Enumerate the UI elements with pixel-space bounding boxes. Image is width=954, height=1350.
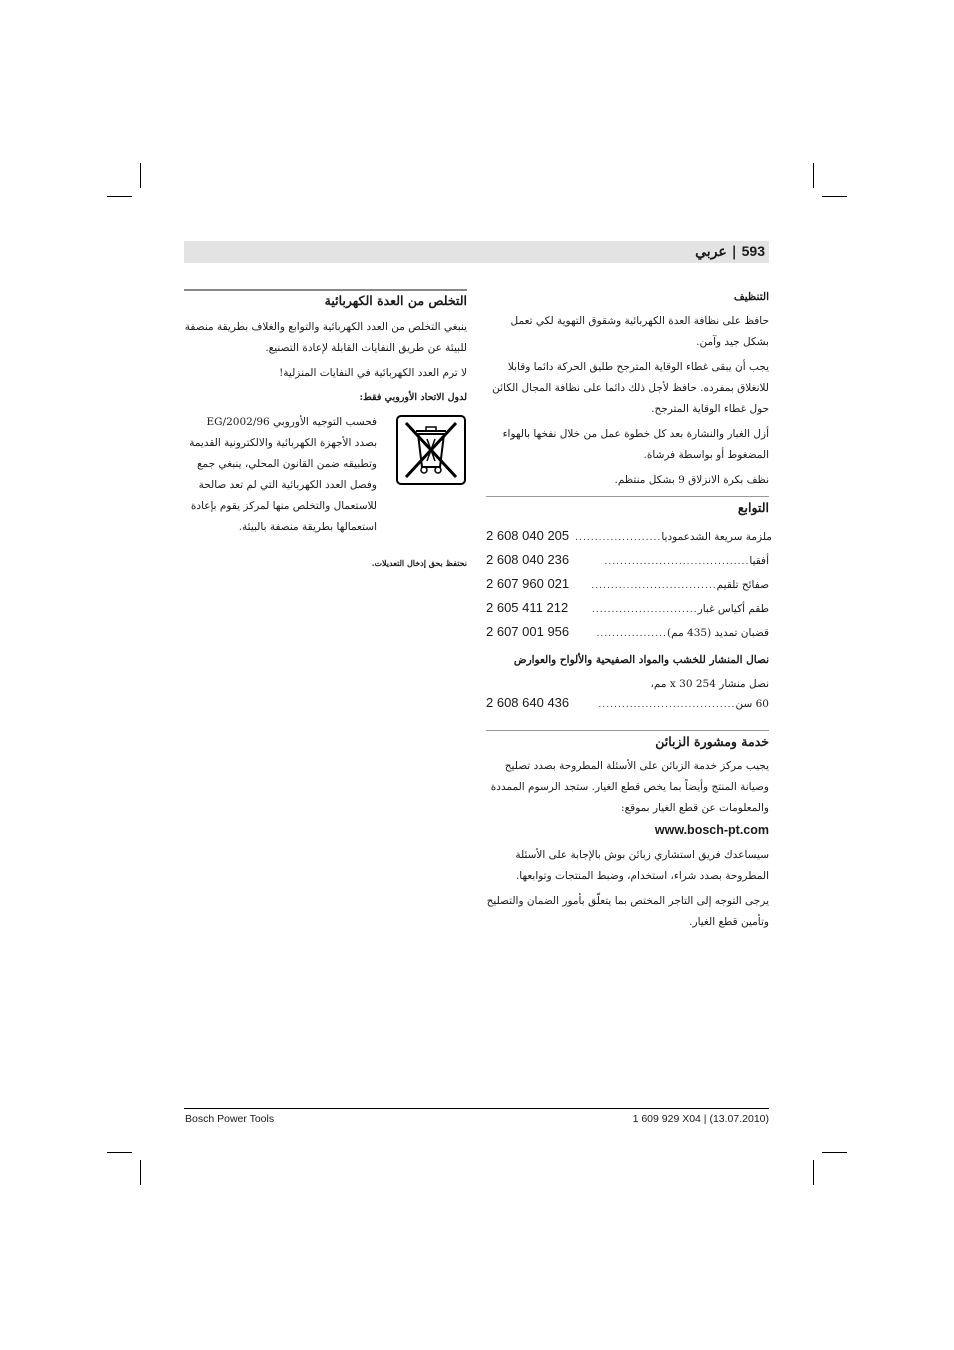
accessories-section [486,498,772,719]
saw-blade-description: نصل منشار 254 x 30 مم، [650,678,769,690]
disposal-paragraph: ينبغي التخلص من العدد الكهربائية والتوابع والغلاف بطريقة منصفة للبيئة عن طريق النفايات القابلة لإعادة التصنيع. [184,321,467,354]
section-divider [486,730,769,731]
crop-mark [822,1152,847,1153]
accessory-name: ملزمة سريعة الشدعموديا [661,531,772,543]
leader-dots: ................................ [591,579,717,591]
accessory-name: قضبان تمديد (435 مم) [666,627,769,639]
footer-rule [184,1108,769,1109]
cleaning-paragraph: حافظ على نظافة العدة الكهربائية وشقوق التهوية لكي تعمل بشكل جيد وآمن. [510,315,769,348]
accessory-row [486,552,769,576]
accessory-number: 2 608 040 205 [486,528,570,543]
accessory-number: 2 607 960 021 [486,576,570,591]
leader-dots: ........................... [591,603,698,615]
crop-mark [107,1152,132,1153]
eu-text: فحسب التوجيه الأوروبي 2002/96/EG بصدد الأجهزة الكهربائية والالكترونية القديمة وتطبيقه ضمن القانون المحلي، ينبغي جمع وفصل العدد الكهربائية التي لم تعد صالحة للاستعمال والتخلص منها لمركز يقوم بإعادة استعمالها بطريقة منصفة بالبيئة. [189,416,377,533]
accessory-number: 2 605 411 212 [486,600,569,615]
website-link[interactable]: www.bosch-pt.com [654,823,769,837]
accessory-row [486,528,772,552]
crop-mark [813,163,814,188]
leader-dots: ................................... [598,698,736,710]
crop-mark [140,1160,141,1185]
accessory-name: صفائح تلقيم [716,579,769,591]
eu-title: لدول الاتحاد الأوروبي فقط: [359,392,467,403]
accessory-row [486,695,769,719]
accessory-number: 2 608 040 236 [486,552,570,567]
service-paragraph: يجيب مركز خدمة الزبائن على الأسئلة المطروحة بصدد تصليح وصيانة المنتج وأيضاً بما يخص قطع الغيار. ستجد الرسوم الممددة والمعلومات عن قطع الغيار بموقع: [490,760,769,814]
cleaning-title: التنظيف [733,291,769,303]
accessory-number: 2 608 640 436 [486,695,570,710]
disposal-paragraph: لا ترم العدد الكهربائية في النفايات المنزلية! [279,367,467,379]
crop-mark [107,196,132,197]
cleaning-paragraph: أزل الغبار والنشارة بعد كل خطوة عمل من خلال نفخها بالهواء المضغوط أو بواسطة فرشاة. [502,428,769,461]
service-section [486,732,769,937]
service-paragraph: سيساعدك فريق استشاري زبائن بوش بالإجابة على الأسئلة المطروحة بصدد شراء، استخدام، وضبط المنتجات وتوابعها. [515,849,769,882]
service-paragraph: يرجى التوجه إلى التاجر المختص بما يتعلّق بأمور الضمان والتصليح وتأمين قطع الغيار. [486,895,769,928]
leader-dots: .................. [596,627,667,639]
cleaning-section [486,287,769,495]
cleaning-paragraph: يجب أن يبقى غطاء الوقاية المترجح طليق الحركة دائما وقابلا للانغلاق بمفرده. حافظ لأجل ذلك دائما على نظافة المجال الكائن حول غطاء الوقاية المترجح. [492,361,769,415]
accessory-name: أفقيا [749,555,769,567]
footer-doc-number: 1 609 929 X04 | (13.07.2010) [632,1113,769,1125]
section-divider [486,496,769,497]
accessory-name: 60 سن [735,698,769,710]
header-separator: | [731,244,737,260]
crossed-out-wheelie-bin-icon [396,415,466,485]
accessory-number: 2 607 001 956 [486,624,570,639]
page-header [184,241,769,263]
accessory-row [486,600,769,624]
page-number: 593 [741,243,765,259]
disposal-title: التخلص من العدة الكهربائية [324,293,467,308]
leader-dots: ..................................... [604,555,750,567]
crop-mark [813,1160,814,1185]
header-text [695,243,765,260]
service-title: خدمة ومشورة الزبائن [655,734,769,749]
accessory-row [486,624,769,648]
accessory-row [486,576,769,600]
footer-brand: Bosch Power Tools [185,1113,275,1125]
accessory-name: طقم أكياس غبار [697,603,769,615]
cleaning-paragraph: نظف بكرة الانزلاق 9 بشكل منتظم. [614,474,769,486]
reservation-note: نحتفظ بحق إدخال التعديلات. [371,558,467,568]
leader-dots: ...................... [575,531,662,543]
accessories-title: التوابع [737,500,769,515]
crop-mark [140,163,141,188]
crop-mark [822,196,847,197]
header-language: عربي [695,244,727,260]
saw-blades-title: نصال المنشار للخشب والمواد الصفيحية والألواح والعوارض [513,654,769,666]
